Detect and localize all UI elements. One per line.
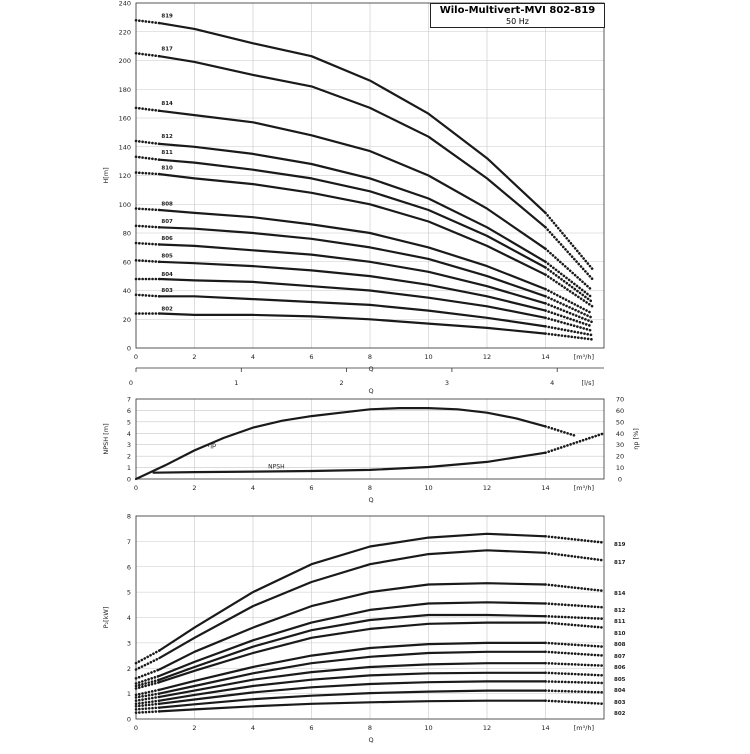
head-curve-803 [159,296,545,326]
y2-tick-label: 10 [615,464,625,473]
y-axis-label: H[m] [102,167,110,184]
y-tick-label: 140 [118,143,131,152]
y-tick-label: 6 [126,563,131,572]
power-curve-803 [546,691,605,693]
chart-title: Wilo-Multivert-MVI 802-819 [439,5,596,16]
power-series-label-803: 803 [614,700,626,706]
y-tick-label: 80 [122,229,131,238]
y2-tick-label: 20 [615,452,625,461]
x-tick-label: 2 [192,353,197,361]
y2-tick-label: 0 [617,475,623,484]
npsh-label: NPSH [268,463,285,471]
series-label-803: 803 [161,287,173,294]
y-tick-label: 8 [126,512,131,521]
x2-tick-label: 2 [339,379,344,387]
y-tick-label: 4 [126,429,131,438]
series-label-806: 806 [161,236,173,243]
x-tick-label: 4 [250,484,256,492]
power-series-label-805: 805 [614,677,626,683]
series-label-814: 814 [161,100,173,107]
x-tick-label: 4 [250,353,256,361]
y-tick-label: 60 [122,258,131,267]
x2-tick-label: 4 [550,379,555,387]
y-tick-label: 240 [118,0,131,8]
power-curve-817 [136,658,159,669]
x-tick-label: 10 [424,484,433,492]
power-curve-812 [546,604,605,608]
head-curve-814 [136,108,159,111]
power-curve-803 [136,708,159,710]
x-tick-label: 12 [482,353,492,361]
power-curve-808 [159,643,545,690]
series-label-810: 810 [161,165,173,172]
x-tick-label: 6 [309,353,314,361]
power-curve-819 [136,651,159,664]
y-tick-label: 5 [126,588,131,597]
x2-unit-label: [l/s] [581,379,594,387]
x-tick-label: 0 [133,484,139,492]
x-unit-label: [m³/h] [573,724,594,732]
x-tick-label: 10 [424,353,433,361]
x-tick-label: 6 [309,724,314,732]
series-label-804: 804 [161,272,173,278]
series-label-807: 807 [161,218,173,225]
x-tick-label: 8 [367,484,373,492]
x2-tick-label: 0 [128,379,134,387]
power-series-label-811: 811 [614,619,626,625]
x-tick-label: 6 [309,484,314,492]
x-tick-label: 12 [482,484,492,492]
head-curve-817 [546,227,593,279]
x-tick-label: 12 [482,724,492,732]
y-tick-label: 40 [122,287,131,295]
head-curve-811 [136,157,159,160]
y-axis-label: P₂[kW] [102,606,110,629]
x-axis-label: Q [368,365,374,373]
head-curve-817 [136,53,159,56]
power-curve-802 [136,711,159,712]
x2-axis-label: Q [368,387,374,395]
title-box [430,3,605,28]
y-tick-label: 5 [126,418,131,427]
head-curve-810 [136,173,159,175]
x-unit-label: [m³/h] [573,353,594,361]
x-tick-label: 0 [133,724,139,732]
power-curve-817 [546,553,605,561]
y-tick-label: 20 [122,315,131,324]
chart-subtitle: 50 Hz [506,17,529,26]
y2-tick-label: 40 [615,429,625,438]
x-tick-label: 8 [367,353,373,361]
y-tick-label: 0 [126,475,131,484]
power-curve-810 [546,623,605,628]
y-tick-label: 100 [118,200,131,209]
power-curve-806 [546,663,605,666]
x-tick-label: 0 [133,353,139,361]
efficiency-curve [546,426,575,435]
power-curve-814 [546,585,605,591]
y-tick-label: 180 [118,85,131,94]
power-series-label-817: 817 [614,560,626,566]
y-tick-label: 2 [126,452,131,461]
x-tick-label: 10 [424,724,433,732]
head-curve-819 [546,213,593,269]
y-tick-label: 220 [118,28,131,37]
x-tick-label: 14 [541,353,550,361]
head-curve-806 [136,243,159,244]
head-curve-802 [159,314,545,334]
power-curve-802 [546,701,605,704]
power-curve-804 [546,681,605,683]
y-tick-label: 2 [126,664,131,673]
head-curve-819 [136,20,159,23]
series-label-819: 819 [161,13,173,20]
power-series-label-806: 806 [614,665,626,671]
x-axis-label: Q [368,736,374,744]
series-label-802: 802 [161,306,173,313]
y2-tick-label: 70 [615,395,625,404]
x-tick-label: 4 [250,724,256,732]
y-tick-label: 7 [126,395,131,404]
power-series-label-802: 802 [614,711,626,717]
y-tick-label: 1 [126,464,131,473]
y-tick-label: 7 [126,537,131,546]
y-tick-label: 160 [118,114,131,123]
series-label-805: 805 [161,253,173,260]
power-series-label-814: 814 [614,591,626,597]
head-curve-807 [136,226,159,228]
y2-tick-label: 30 [615,441,625,450]
head-curve-803 [136,295,159,297]
y-tick-label: 200 [118,57,131,65]
y-tick-label: 1 [126,690,131,699]
power-series-label-808: 808 [614,642,626,648]
x-tick-label: 14 [541,484,550,492]
power-series-label-819: 819 [614,542,626,548]
x-tick-label: 2 [192,484,197,492]
y2-tick-label: 50 [615,418,625,427]
power-curve-803 [159,691,545,708]
efficiency-label: ηp [207,441,217,449]
series-label-808: 808 [161,201,173,208]
x-tick-label: 8 [367,724,373,732]
y2-axis-label: ηp [%] [632,428,640,450]
y-tick-label: 6 [126,406,131,415]
y-tick-label: 0 [126,344,131,353]
power-series-label-807: 807 [614,654,626,660]
x-axis-label: Q [368,496,374,504]
y-axis-label: NPSH [m] [102,423,110,455]
x-tick-label: 2 [192,724,197,732]
series-label-811: 811 [161,149,173,156]
x2-tick-label: 3 [444,379,449,387]
y-tick-label: 3 [126,639,131,648]
head-curve-812 [136,141,159,144]
x-unit-label: [m³/h] [573,484,594,492]
series-label-817: 817 [161,46,173,53]
head-curve-807 [546,296,593,318]
y2-tick-label: 60 [615,406,625,415]
head-curve-808 [136,209,159,210]
y-tick-label: 4 [126,614,131,622]
power-series-label-810: 810 [614,631,626,637]
x2-tick-label: 1 [234,379,239,387]
y-tick-label: 0 [126,715,131,724]
power-series-label-812: 812 [614,608,626,614]
y-tick-label: 120 [118,172,131,180]
series-label-812: 812 [161,134,173,140]
power-curve-808 [546,643,605,647]
power-curve-805 [546,673,605,676]
efficiency-curve [136,408,546,479]
power-curve-807 [546,652,605,656]
y-tick-label: 3 [126,441,131,450]
power-series-label-804: 804 [614,688,626,694]
x-tick-label: 14 [541,724,550,732]
